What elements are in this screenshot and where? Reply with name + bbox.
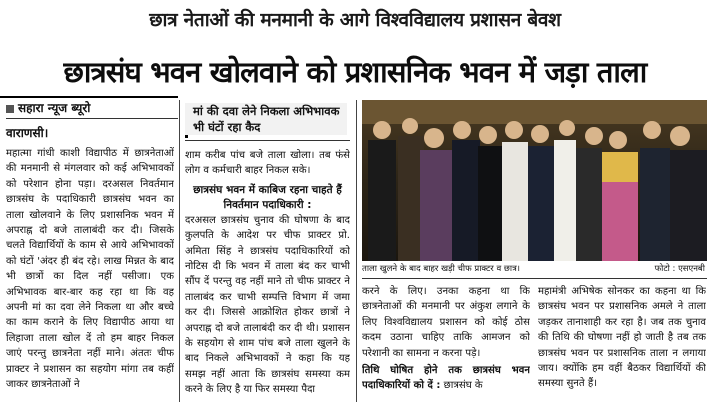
photo-caption-bar bbox=[362, 262, 707, 276]
column-divider-1 bbox=[179, 100, 180, 402]
column-4 bbox=[538, 284, 706, 402]
column-2-subhead: छात्रसंघ भवन में काबिज रहना चाहते हैं निवर्तमान पदाधिकारी : bbox=[193, 183, 342, 211]
column-2-intro: शाम करीब पांच बजे ताला खोला। तब फंसे लोग व कर्मचारी बाहर निकल सके। bbox=[185, 150, 350, 177]
column-2 bbox=[185, 148, 350, 402]
column-1-text: महात्मा गांधी काशी विद्यापीठ में छात्रनेताओं की मनमानी से मंगलवार को कई अभिभावकों को परेशान होना पड़ा। दरअसल निवर्तमान छात्रसंघ के पदाधिकारी छात्रसंघ भवन का ताला खोलवाने के लिए प्रशासनिक भवन में अपराह्न दो बजे तालाबंदी कर दी। जिसके चलते विद्यार्थियों के काम से आये अभिभावकों को घंटों 'अंदर ही बंद रहे। लाख मिन्नत के बाद भी छात्रों का दिल नहीं पसीजा। एक अभिभावक बार-बार कह रहा था कि वह अपनी मां का दवा लेने निकला था और बच्चे का काम कराने के लिए विद्यापीठ आया था लिहाजा ताला खोल दें तो हम बाहर निकल जाएं परन्तु छात्रनेता नहीं माने। अंततः चीफ प्राक्टर ने प्रशासन का सहयोग मांगा तब कहीं जाकर छात्रनेताओं ने bbox=[6, 148, 174, 391]
crowd-photo-image bbox=[362, 100, 707, 261]
caption-divider bbox=[362, 278, 707, 279]
byline-text: सहारा न्यूज ब्यूरो bbox=[18, 101, 91, 115]
quote-divider bbox=[185, 140, 350, 141]
column-2-text: दरअसल छात्रसंघ चुनाव की घोषणा के बाद कुलपति के आदेश पर चीफ प्राक्टर प्रो. अमिता सिंह ने छात्रसंघ पदाधिकारियों को नोटिस दी कि भवन में ताला बंद कर चाभी सौंप दें परन्तु वह नहीं माने तो चीफ प्राक्टर ने तालाबंद कर चाभी सम्पत्ति विभाग में जमा कर दी। जिससे आक्रोशित होकर छात्रों ने अपराह्न दो बजे तालाबंदी कर दी थी। प्रशासन के सहयोग से शाम पांच बजे ताला खुलने के बाद निकले अभिभावकों ने कहा कि यह समझ नहीं आता कि छात्रसंघ समस्या कम करने के लिए है या फिर समस्या पैदा bbox=[185, 214, 350, 396]
main-headline: छात्रसंघ भवन खोलवाने को प्रशासनिक भवन में जड़ा ताला bbox=[63, 55, 647, 89]
column-3 bbox=[362, 284, 530, 402]
byline-rule bbox=[0, 96, 178, 98]
photo-caption: ताला खुलने के बाद बाहर खड़ी चीफ प्राक्टर व छात्र। bbox=[362, 264, 520, 274]
byline-divider bbox=[6, 118, 178, 119]
column-4-text: महामंत्री अभिषेक सोनकर का कहना था कि छात्रसंघ भवन पर प्रशासनिक अमले ने ताला जड़कर तानाशाही कर रहा है। जब तक चुनाव की तिथि की घोषणा नहीं हो जाती है तब तक छात्रसंघ भवन पर प्रशासनिक ताला न लगाया जाय। क्योंकि हम वहीं बैठकर विद्यार्थियों की समस्या सुनते हैं। bbox=[538, 286, 706, 390]
column-1 bbox=[6, 146, 174, 402]
dateline: वाराणसी। bbox=[6, 126, 49, 140]
column-3-subhead: तिथि घोषित होने तक छात्रसंघ भवन पदाधिकारियों को दें : bbox=[362, 365, 530, 392]
column-3-text: करने के लिए। उनका कहना था कि छात्रनेताओं की मनमानी पर अंकुश लगाने के लिए विश्वविद्यालय प्रशासन को कोई ठोस कदम उठाना चाहिए ताकि आमजन को परेशानी का सामना न करना पड़े। bbox=[362, 286, 530, 359]
column-divider-2 bbox=[356, 100, 357, 402]
photo-credit: फोटो : एसएनबी bbox=[654, 264, 705, 274]
byline bbox=[6, 99, 90, 116]
column-3-subtext: छात्रसंघ के bbox=[443, 380, 483, 392]
column-3-subhead-wrap bbox=[362, 363, 530, 394]
kicker-headline: छात्र नेताओं की मनमानी के आगे विश्वविद्यालय प्रशासन बेवश bbox=[149, 9, 561, 31]
byline-square-icon bbox=[6, 105, 14, 113]
news-photo bbox=[362, 100, 707, 261]
pull-quote: मां की दवा लेने निकला अभिभावक भी घंटों रहा कैद bbox=[185, 103, 347, 135]
